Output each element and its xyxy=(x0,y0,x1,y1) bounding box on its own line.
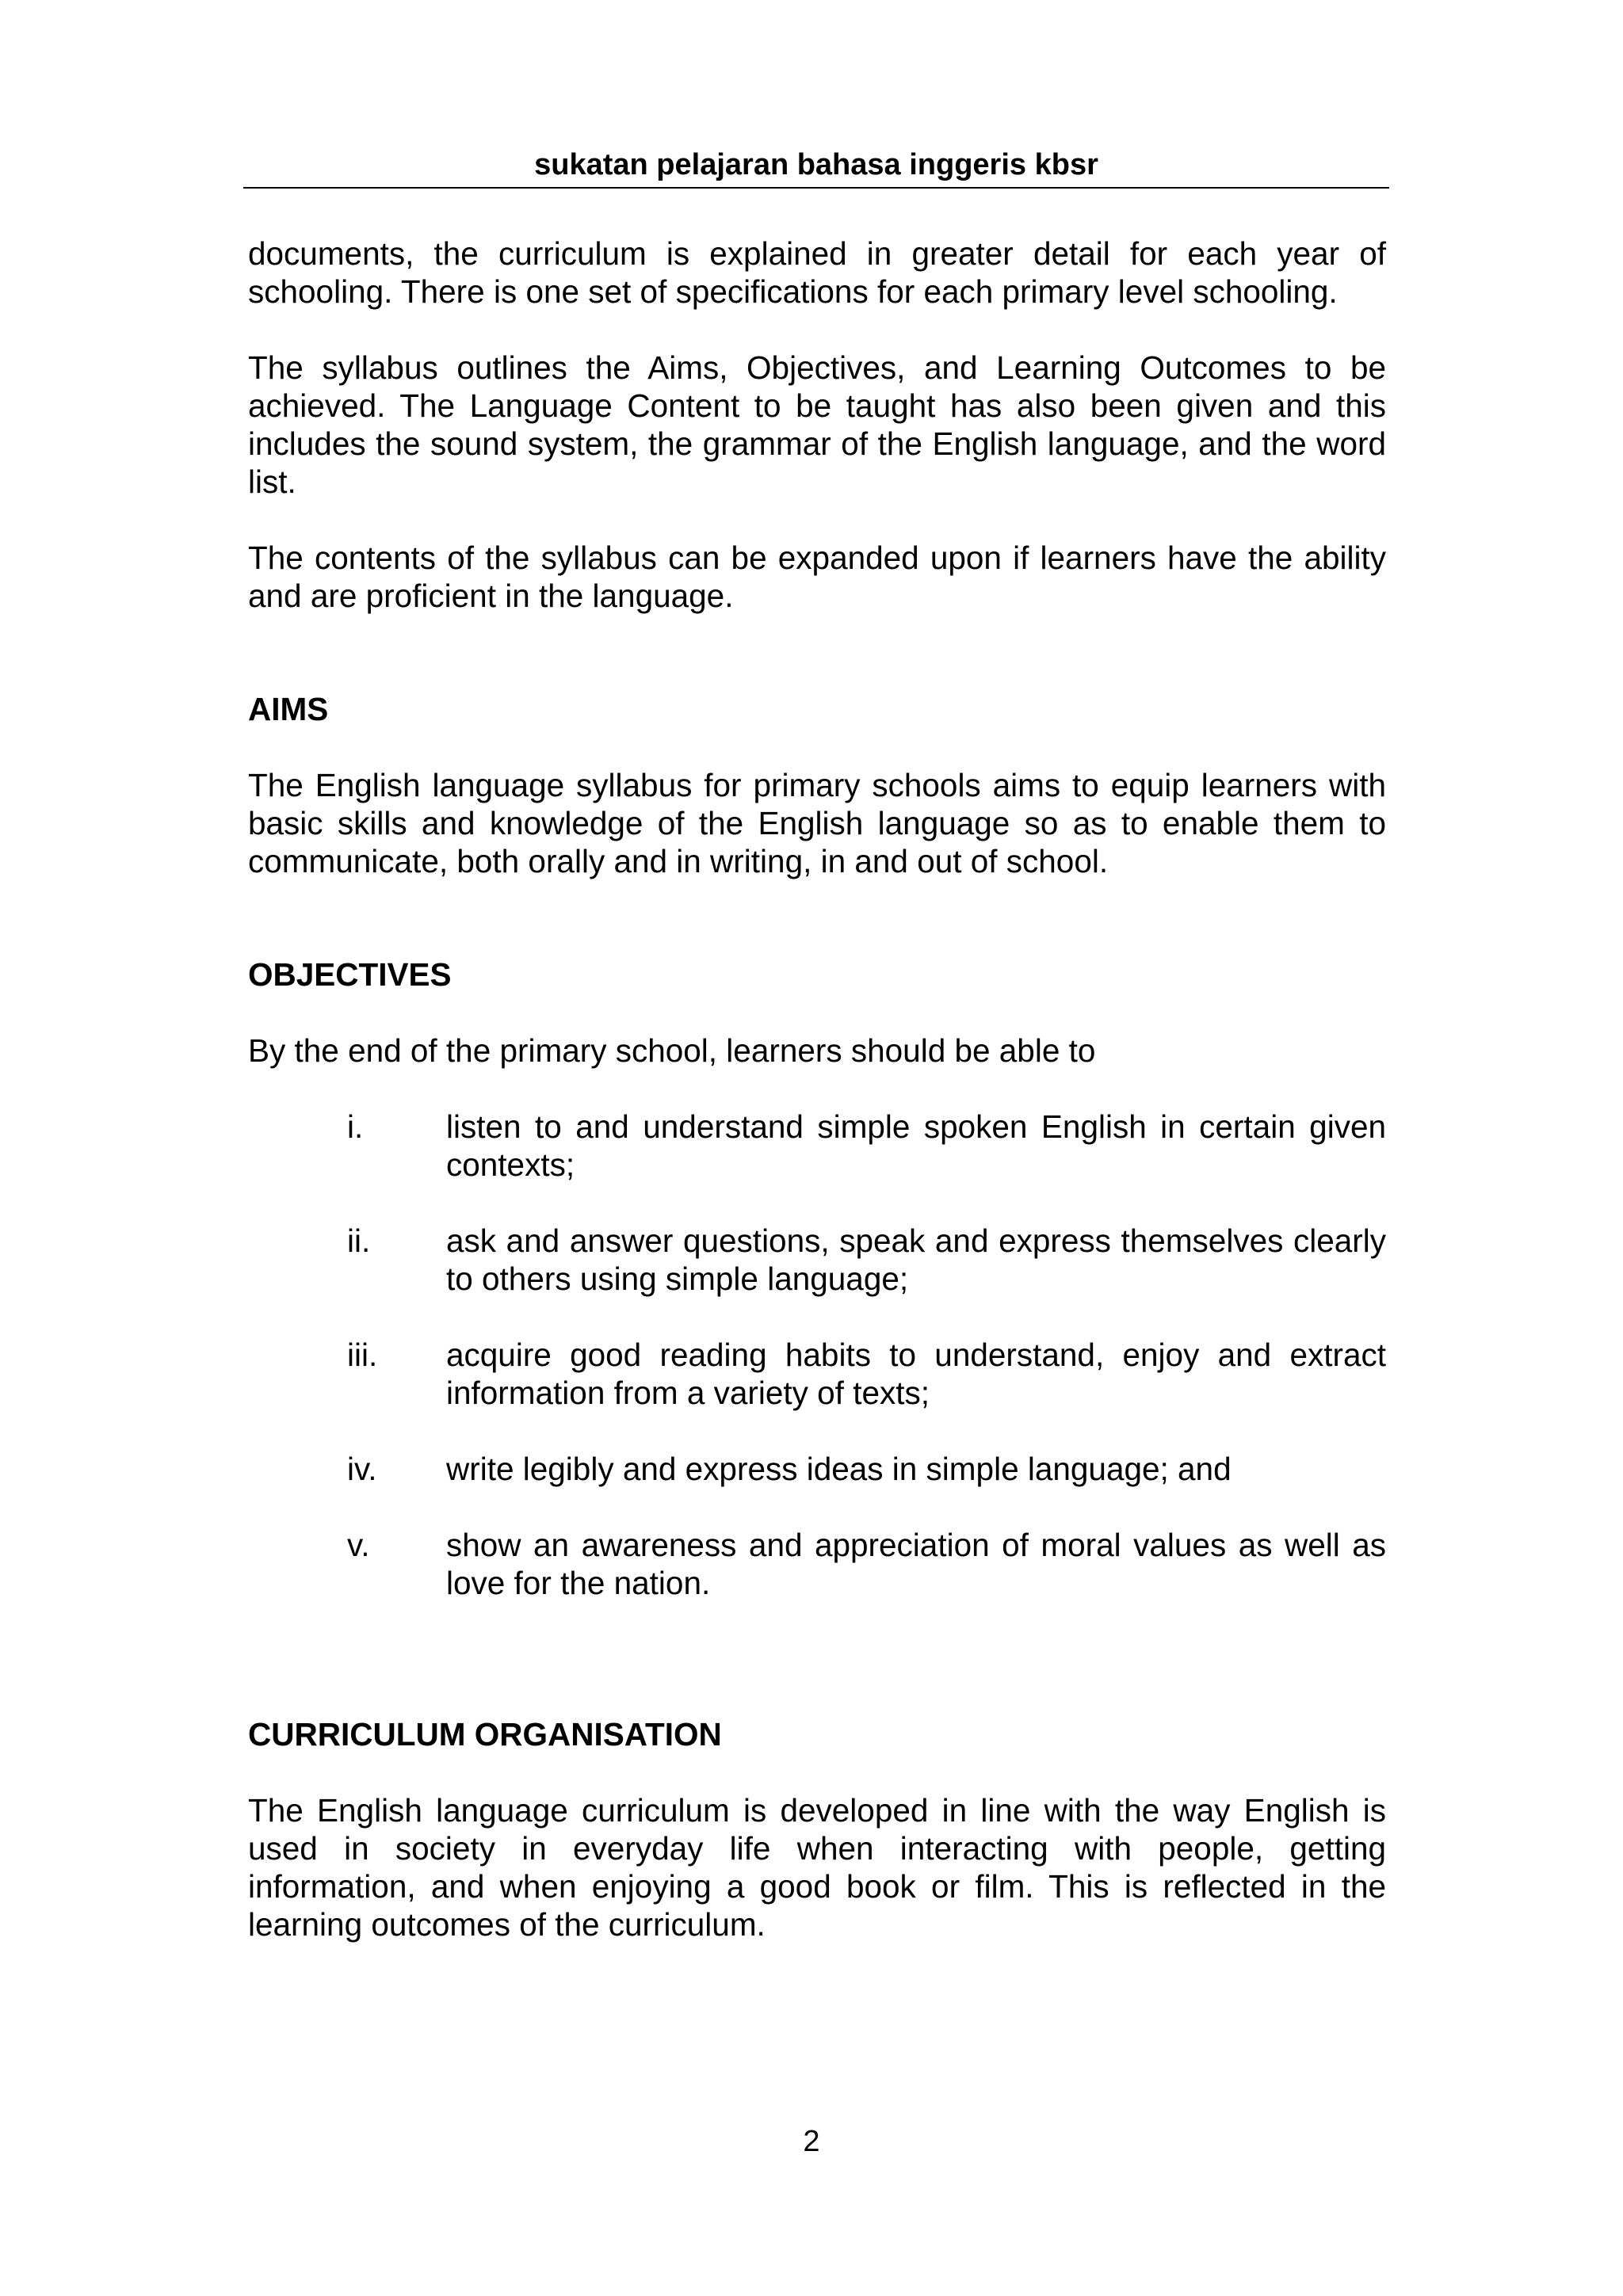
objective-item xyxy=(248,1336,1386,1412)
intro-paragraph-3: The contents of the syllabus can be expanded upon if learners have the ability and are proficient in the language. xyxy=(248,540,1386,614)
objective-text: write legibly and express ideas in simple language; and xyxy=(446,1451,1232,1487)
curriculum-heading: CURRICULUM ORGANISATION xyxy=(248,1716,722,1753)
objective-text: ask and answer questions, speak and express themselves clearly to others using simple language; xyxy=(446,1222,1386,1297)
objectives-heading: OBJECTIVES xyxy=(248,956,452,993)
objective-number: iii. xyxy=(347,1337,378,1373)
aims-heading: AIMS xyxy=(248,691,329,727)
objective-item xyxy=(248,1526,1386,1602)
objective-text: acquire good reading habits to understand, enjoy and extract information from a variety of texts; xyxy=(446,1337,1386,1411)
objectives-lead: By the end of the primary school, learners should be able to xyxy=(248,1032,1096,1069)
objective-text: listen to and understand simple spoken English in certain given contexts; xyxy=(446,1108,1386,1183)
objective-number: iv. xyxy=(347,1451,377,1487)
intro-paragraph-2: The syllabus outlines the Aims, Objectives, and Learning Outcomes to be achieved. The Language Content to be taught has also been given and this includes the sound system, the grammar of the English language, and the word list. xyxy=(248,349,1386,500)
objective-item xyxy=(248,1450,1386,1488)
page-number: 2 xyxy=(803,2125,820,2158)
running-header: sukatan pelajaran bahasa inggeris kbsr xyxy=(534,148,1098,181)
objectives-list xyxy=(248,1108,1386,1602)
page-body xyxy=(248,235,1386,1943)
curriculum-paragraph: The English language curriculum is developed in line with the way English is used in society in everyday life when interacting with people, getting information, and when enjoying a good book or film. This is reflected in the learning outcomes of the curriculum. xyxy=(248,1792,1386,1943)
objective-item xyxy=(248,1222,1386,1298)
intro-paragraph-1: documents, the curriculum is explained in greater detail for each year of schooling. There is one set of specifications for each primary level schooling. xyxy=(248,235,1386,310)
objective-item xyxy=(248,1108,1386,1184)
objective-number: v. xyxy=(347,1527,370,1563)
objective-text: show an awareness and appreciation of moral values as well as love for the nation. xyxy=(446,1527,1386,1601)
objective-number: ii. xyxy=(347,1222,371,1259)
header-divider xyxy=(243,187,1389,189)
aims-paragraph: The English language syllabus for primary schools aims to equip learners with basic skills and knowledge of the English language so as to enable them to communicate, both orally and in writing, in and out of school. xyxy=(248,767,1386,879)
objective-number: i. xyxy=(347,1108,364,1145)
